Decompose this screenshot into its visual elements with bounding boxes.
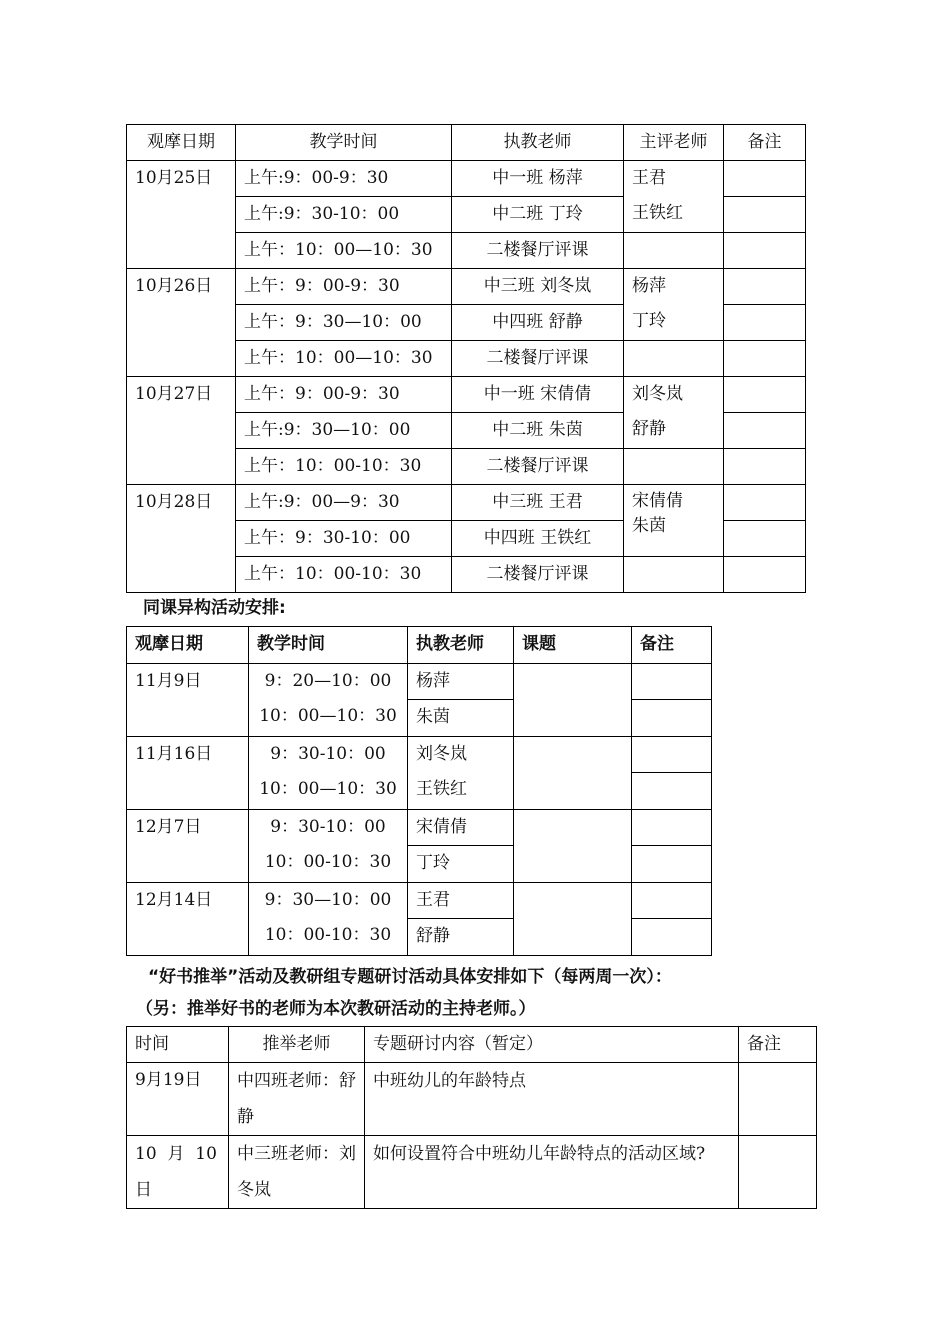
reviewer-name: 朱茵 [632, 516, 666, 536]
note-cell [724, 161, 806, 197]
header-cell: 备注 [632, 627, 712, 664]
teacher-cell: 宋倩倩 [408, 809, 514, 846]
date-cell: 11月16日 [127, 736, 249, 809]
header-cell: 推举老师 [229, 1027, 365, 1063]
teacher-cell: 朱茵 [408, 700, 514, 737]
time-cell: 上午:9：00—9：30 [236, 485, 452, 521]
table-header-row [127, 1027, 817, 1063]
table-row [127, 377, 806, 413]
teacher-cell: 中四班 王铁红 [452, 521, 624, 557]
header-cell: 教学时间 [236, 125, 452, 161]
teacher-cell: 二楼餐厅评课 [452, 341, 624, 377]
note-cell [632, 846, 712, 883]
note-cell [739, 1063, 817, 1136]
observation-schedule-table [126, 124, 806, 593]
reviewer-name: 丁玲 [632, 311, 666, 331]
time-cell: 上午：10：00-10：30 [236, 557, 452, 593]
reviewer-cell [624, 485, 724, 557]
date-cell: 12月7日 [127, 809, 249, 882]
note-cell [632, 663, 712, 700]
note-cell [724, 341, 806, 377]
note-cell [724, 197, 806, 233]
reviewer-name: 舒静 [632, 419, 666, 439]
section-note: （另：推举好书的老师为本次教研活动的主持老师。） [136, 999, 536, 1019]
date-cell: 10 月 10日 [127, 1136, 229, 1209]
reviewer-cell [624, 269, 724, 341]
teacher-cell: 二楼餐厅评课 [452, 233, 624, 269]
time-cell: 上午：10：00—10：30 [236, 233, 452, 269]
note-cell [724, 557, 806, 593]
reviewer-name: 刘冬岚 [632, 384, 683, 404]
teacher-cell: 二楼餐厅评课 [452, 449, 624, 485]
reviewer-cell [624, 377, 724, 449]
note-cell [724, 449, 806, 485]
header-cell: 备注 [724, 125, 806, 161]
note-cell [632, 736, 712, 773]
time-text: 9：20—10：00 [264, 670, 392, 691]
book-recommendation-table [126, 1026, 817, 1209]
header-cell: 观摩日期 [127, 627, 249, 664]
teacher-cell: 中四班老师：舒静 [229, 1063, 365, 1136]
table-row [127, 1063, 817, 1136]
time-cell [249, 663, 408, 736]
table-row [127, 161, 806, 197]
header-cell: 课题 [514, 627, 632, 664]
section-title: 同课异构活动安排: [143, 598, 286, 618]
topic-cell [514, 809, 632, 882]
note-cell [632, 882, 712, 919]
date-cell: 10月26日 [127, 269, 236, 377]
teacher-cell: 中二班 丁玲 [452, 197, 624, 233]
reviewer-name: 杨萍 [632, 276, 666, 296]
table-row [127, 809, 712, 846]
note-cell [724, 413, 806, 449]
time-cell [249, 882, 408, 955]
reviewer-name: 宋倩倩 [632, 491, 683, 511]
teacher-cell: 中三班老师：刘冬岚 [229, 1136, 365, 1209]
header-cell: 专题研讨内容（暂定） [365, 1027, 739, 1063]
time-text: 9：30-10：00 [270, 816, 386, 837]
teacher-cell: 中三班 刘冬岚 [452, 269, 624, 305]
time-text: 10：00—10：30 [259, 778, 397, 799]
table-row [127, 882, 712, 919]
teacher-name: 王铁红 [416, 778, 467, 799]
header-cell: 主评老师 [624, 125, 724, 161]
time-cell: 上午:9：30-10：00 [236, 197, 452, 233]
teacher-cell: 杨萍 [408, 663, 514, 700]
time-cell: 上午：9：30-10：00 [236, 521, 452, 557]
time-cell: 上午:9：00-9：30 [236, 161, 452, 197]
header-cell: 执教老师 [408, 627, 514, 664]
teacher-cell: 二楼餐厅评课 [452, 557, 624, 593]
teacher-cell: 王君 [408, 882, 514, 919]
header-cell: 时间 [127, 1027, 229, 1063]
topic-cell [514, 736, 632, 809]
teacher-cell: 中三班 王君 [452, 485, 624, 521]
teacher-cell: 舒静 [408, 919, 514, 956]
time-cell: 上午:9：30—10：00 [236, 413, 452, 449]
note-cell [724, 233, 806, 269]
time-cell: 上午：9：00-9：30 [236, 269, 452, 305]
same-lesson-schedule-table [126, 626, 712, 956]
note-cell [632, 700, 712, 737]
date-cell: 10月28日 [127, 485, 236, 593]
reviewer-name: 王君 [632, 168, 666, 188]
time-cell [249, 736, 408, 809]
date-cell: 10月25日 [127, 161, 236, 269]
date-cell: 12月14日 [127, 882, 249, 955]
table-header-row [127, 627, 712, 664]
table-header-row [127, 125, 806, 161]
teacher-cell: 中一班 宋倩倩 [452, 377, 624, 413]
teacher-cell: 中四班 舒静 [452, 305, 624, 341]
topic-cell [514, 882, 632, 955]
note-cell [724, 521, 806, 557]
time-cell [249, 809, 408, 882]
header-cell: 教学时间 [249, 627, 408, 664]
note-cell [632, 773, 712, 810]
reviewer-cell [624, 449, 724, 485]
note-cell [632, 919, 712, 956]
note-cell [724, 485, 806, 521]
time-text: 10：00-10：30 [264, 851, 392, 872]
section-title: “好书推举”活动及教研组专题研讨活动具体安排如下（每两周一次）： [148, 967, 672, 987]
teacher-cell [408, 736, 514, 809]
teacher-name: 刘冬岚 [416, 743, 467, 764]
note-cell [632, 809, 712, 846]
topic-cell: 中班幼儿的年龄特点 [365, 1063, 739, 1136]
reviewer-cell [624, 233, 724, 269]
header-cell: 备注 [739, 1027, 817, 1063]
time-text: 10：00—10：30 [259, 705, 397, 726]
time-text: 9：30-10：00 [270, 743, 386, 764]
table-row [127, 736, 712, 773]
teacher-cell: 丁玲 [408, 846, 514, 883]
note-cell [724, 305, 806, 341]
time-cell: 上午：9：30—10：00 [236, 305, 452, 341]
time-cell: 上午：10：00-10：30 [236, 449, 452, 485]
header-cell: 执教老师 [452, 125, 624, 161]
date-cell: 9月19日 [127, 1063, 229, 1136]
table-row [127, 269, 806, 305]
time-text: 9：30—10：00 [264, 889, 392, 910]
date-cell: 10月27日 [127, 377, 236, 485]
note-cell [724, 269, 806, 305]
reviewer-name: 王铁红 [632, 203, 683, 223]
time-text: 10：00-10：30 [264, 924, 392, 945]
reviewer-cell [624, 557, 724, 593]
table-row [127, 663, 712, 700]
teacher-cell: 中二班 朱茵 [452, 413, 624, 449]
date-cell: 11月9日 [127, 663, 249, 736]
reviewer-cell [624, 161, 724, 233]
table-row [127, 485, 806, 521]
teacher-cell: 中一班 杨萍 [452, 161, 624, 197]
topic-cell [514, 663, 632, 736]
topic-cell: 如何设置符合中班幼儿年龄特点的活动区域? [365, 1136, 739, 1209]
table-row [127, 1136, 817, 1209]
reviewer-cell [624, 341, 724, 377]
time-cell: 上午：10：00—10：30 [236, 341, 452, 377]
time-cell: 上午：9：00-9：30 [236, 377, 452, 413]
note-cell [724, 377, 806, 413]
note-cell [739, 1136, 817, 1209]
header-cell: 观摩日期 [127, 125, 236, 161]
